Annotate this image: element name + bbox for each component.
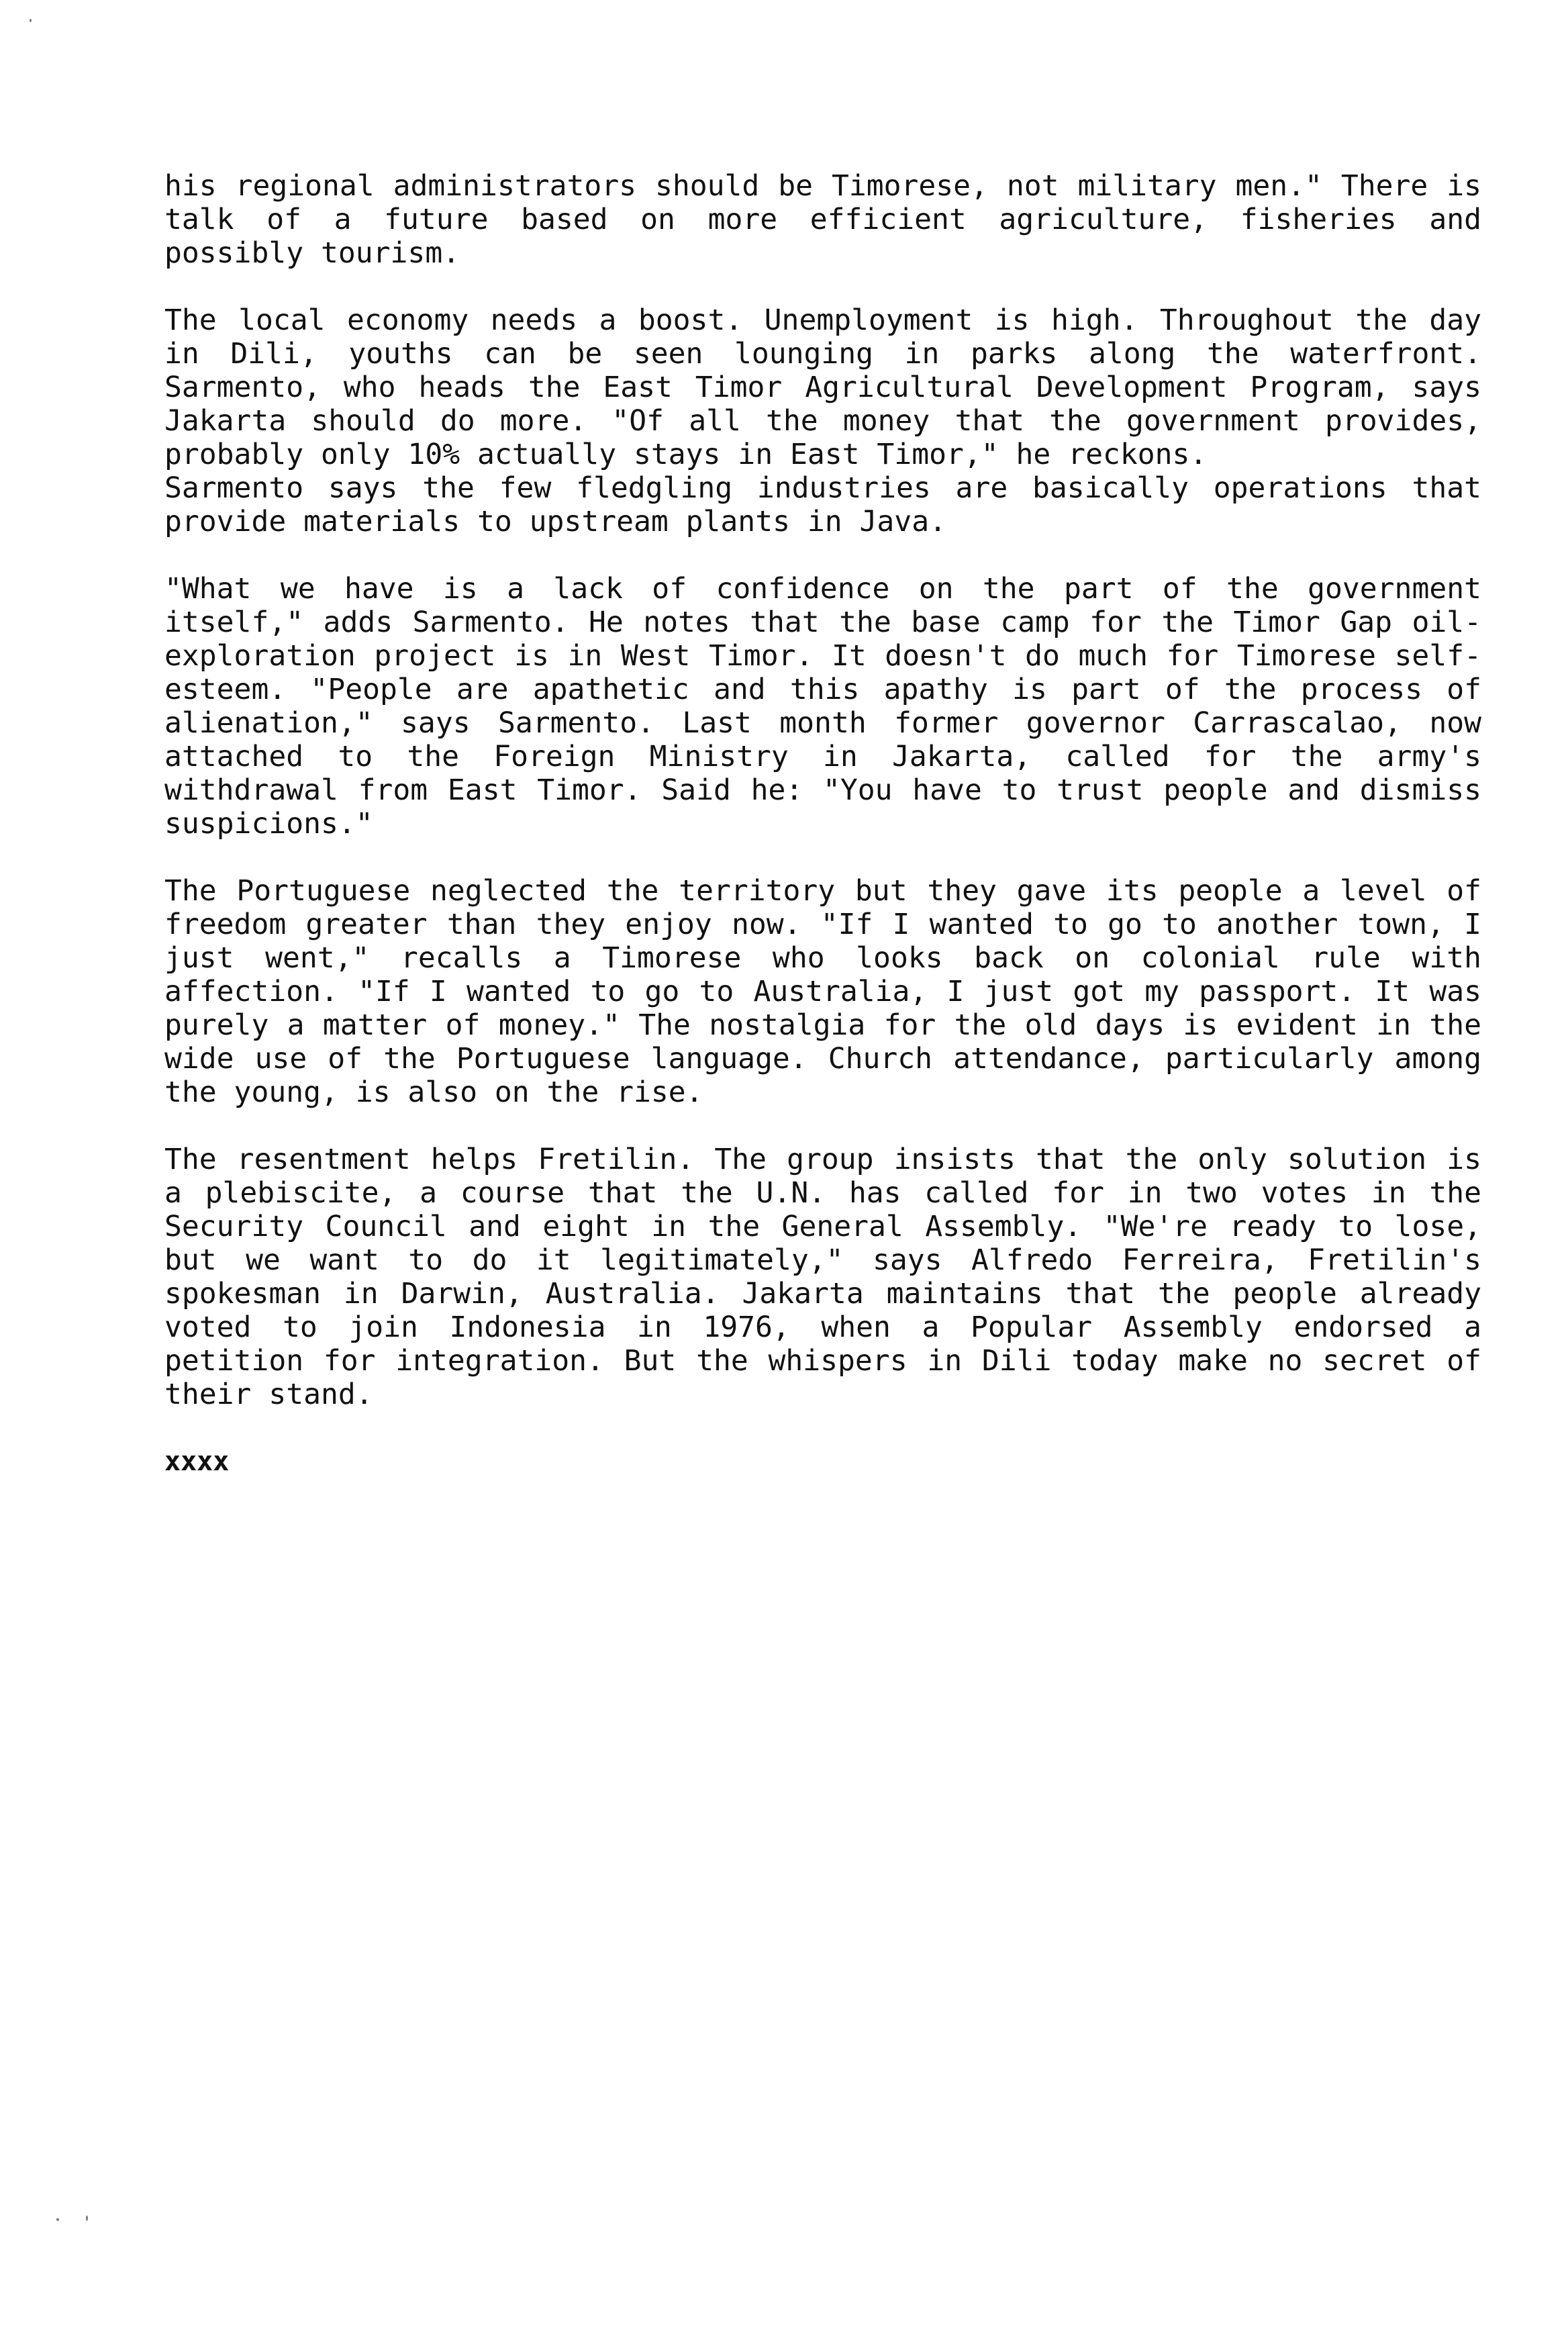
scan-speck xyxy=(86,2216,88,2221)
paragraph-1: his regional administrators should be Timorese, not military men." There is talk of a future based on more efficient agriculture, fisheries and possibly tourism. xyxy=(164,169,1481,270)
scan-speck xyxy=(56,2218,59,2221)
paragraph-5: The Portuguese neglected the territory but they gave its people a level of freedom greater than they enjoy now. "If I wanted to go to another town, I just went," recalls a Timorese who looks back on colonial rule with affection. "If I wanted to go to Australia, I just got my passport. It was purely a matter of money." The nostalgia for the old days is evident in the wide use of the Portuguese language. Church attendance, particularly among the young, is also on the rise. xyxy=(164,874,1481,1109)
scan-speck xyxy=(30,19,32,22)
paragraph-6: The resentment helps Fretilin. The group insists that the only solution is a plebiscite, a course that the U.N. has called for in two votes in the Security Council and eight in the General Assembly. "We're ready to lose, but we want to do it legitimately," says Alfredo Ferreira, Fretilin's spokesman in Darwin, Australia. Jakarta maintains that the people already voted to join Indonesia in 1976, when a Popular Assembly endorsed a petition for integration. But the whispers in Dili today make no secret of their stand. xyxy=(164,1143,1481,1411)
paragraph-4: "What we have is a lack of confidence on the part of the government itself," adds Sarmento. He notes that the base camp for the Timor Gap oil-exploration project is in West Timor. It doesn't do much for Timorese self-esteem. "People are apathetic and this apathy is part of the process of alienation," says Sarmento. Last month former governor Carrascalao, now attached to the Foreign Ministry in Jakarta, called for the army's withdrawal from East Timor. Said he: "You have to trust people and dismiss suspicions." xyxy=(164,572,1481,841)
paragraph-3: Sarmento says the few fledgling industries are basically operations that provide materials to upstream plants in Java. xyxy=(164,471,1481,538)
end-mark: xxxx xyxy=(164,1446,230,1477)
paragraph-2: The local economy needs a boost. Unemployment is high. Throughout the day in Dili, youths can be seen lounging in parks along the waterfront. Sarmento, who heads the East Timor Agricultural Development Program, says Jakarta should do more. "Of all the money that the government provides, probably only 10% actually stays in East Timor," he reckons. xyxy=(164,303,1481,471)
article-body xyxy=(164,169,1481,1478)
